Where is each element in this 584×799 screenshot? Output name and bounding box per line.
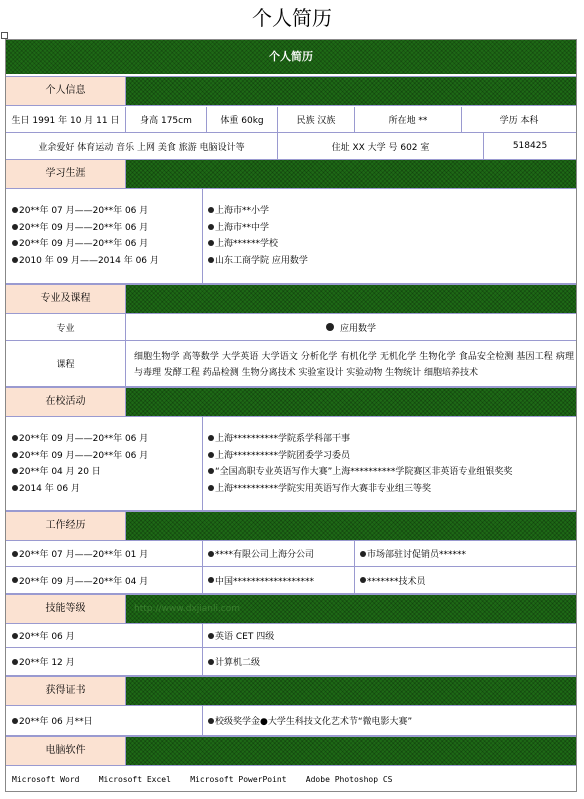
bullet-icon bbox=[12, 257, 18, 263]
list-item: 上海**********学院实用英语写作大赛非专业组三等奖 bbox=[208, 481, 512, 498]
section-label-personal: 个人信息 bbox=[6, 77, 126, 105]
section-bar-study bbox=[126, 160, 576, 188]
birth-field: 生日 1991 年 10 月 11 日 bbox=[11, 116, 120, 126]
major-value: 应用数学 bbox=[126, 314, 576, 340]
bullet-icon bbox=[208, 452, 214, 458]
weight-field: 体重 60kg bbox=[220, 116, 264, 126]
list-item: 20**年 04 月 20 日 bbox=[12, 464, 148, 481]
work-role: *******技术员 bbox=[360, 567, 574, 593]
work-date: 20**年 07 月——20**年 01 月 bbox=[12, 541, 202, 566]
bullet-icon bbox=[208, 551, 214, 557]
list-item: 上海**********学院系学科部干事 bbox=[208, 431, 512, 448]
bullet-icon bbox=[12, 240, 18, 246]
table-move-handle[interactable] bbox=[1, 32, 8, 39]
cert-date: 20**年 06 月**日 bbox=[12, 706, 202, 735]
campus-item-list bbox=[208, 431, 512, 497]
section-header-campus bbox=[6, 387, 576, 417]
campus-block bbox=[6, 417, 576, 511]
section-header-certs bbox=[6, 676, 576, 706]
watermark-text: http://www.dxjianli.com bbox=[134, 604, 241, 614]
bullet-icon bbox=[208, 718, 214, 724]
bullet-icon bbox=[208, 577, 214, 583]
bullet-icon bbox=[208, 240, 214, 246]
skill-row bbox=[6, 648, 576, 676]
work-company: 中国****************** bbox=[208, 567, 353, 593]
section-bar-skills bbox=[126, 595, 576, 623]
work-date: 20**年 09 月——20**年 04 月 bbox=[12, 567, 202, 593]
list-item: 上海市**小学 bbox=[208, 203, 308, 220]
skill-item: 英语 CET 四级 bbox=[208, 624, 568, 647]
bullet-icon bbox=[12, 551, 18, 557]
list-item: 上海**********学院团委学习委员 bbox=[208, 448, 512, 465]
list-item: 2014 年 06 月 bbox=[12, 481, 148, 498]
cert-item: 校级奖学金●大学生科技文化艺术节“微电影大赛” bbox=[208, 706, 574, 735]
major-label: 专业 bbox=[56, 323, 75, 334]
cert-row bbox=[6, 706, 576, 736]
courses-label: 课程 bbox=[56, 360, 75, 370]
campus-date-list bbox=[12, 431, 148, 497]
section-header-software bbox=[6, 736, 576, 766]
list-item: 山东工商学院 应用数学 bbox=[208, 253, 308, 270]
bullet-icon bbox=[208, 207, 214, 213]
section-label-work: 工作经历 bbox=[6, 512, 126, 540]
work-company: ****有限公司上海分公司 bbox=[208, 541, 353, 566]
bullet-icon bbox=[12, 468, 18, 474]
bullet-icon bbox=[208, 257, 214, 263]
bullet-icon bbox=[208, 485, 214, 491]
section-header-study bbox=[6, 159, 576, 189]
work-row bbox=[6, 567, 576, 594]
section-header-major bbox=[6, 284, 576, 314]
courses-row bbox=[6, 341, 576, 387]
list-item: 上海市**中学 bbox=[208, 220, 308, 237]
section-label-skills: 技能等级 bbox=[6, 595, 126, 623]
page-title: 个人简历 bbox=[252, 6, 332, 30]
bullet-icon bbox=[12, 485, 18, 491]
study-school-list bbox=[208, 203, 308, 269]
bullet-icon bbox=[12, 659, 18, 665]
personal-row-2 bbox=[6, 133, 576, 160]
study-block bbox=[6, 189, 576, 284]
study-date-list bbox=[12, 203, 159, 269]
section-header-personal bbox=[6, 76, 576, 106]
software-list: Microsoft Word Microsoft Excel Microsoft PowerPoint Adobe Photoshop CS bbox=[12, 774, 393, 784]
bullet-icon bbox=[208, 633, 214, 639]
bullet-icon bbox=[360, 551, 366, 557]
bullet-icon bbox=[208, 659, 214, 665]
location-field: 所在地 ** bbox=[388, 116, 428, 126]
software-row bbox=[6, 766, 576, 792]
ethnicity-field: 民族 汉族 bbox=[296, 116, 336, 126]
work-row bbox=[6, 541, 576, 567]
hobbies-field: 业余爱好 体育运动 音乐 上网 美食 旅游 电脑设计等 bbox=[38, 142, 245, 153]
section-label-software: 电脑软件 bbox=[6, 737, 126, 765]
section-header-work bbox=[6, 511, 576, 541]
bullet-icon bbox=[208, 435, 214, 441]
major-row bbox=[6, 314, 576, 341]
courses-text: 细胞生物学 高等数学 大学英语 大学语文 分析化学 有机化学 无机化学 生物化学 食品安全检测 基因工程 病理与毒理 发酵工程 药品检测 生物分离技术 实验室设计 实验动物 生物统计 细胞培养技术 bbox=[134, 352, 574, 378]
list-item: 20**年 09 月——20**年 06 月 bbox=[12, 448, 148, 465]
bullet-icon bbox=[360, 577, 366, 583]
section-bar-work bbox=[126, 512, 576, 540]
section-label-campus: 在校活动 bbox=[6, 388, 126, 416]
postcode-field: 518425 bbox=[512, 141, 548, 151]
section-bar-major bbox=[126, 285, 576, 313]
bullet-icon bbox=[208, 468, 214, 474]
list-item: 2010 年 09 月——2014 年 06 月 bbox=[12, 253, 159, 270]
section-bar-campus bbox=[126, 388, 576, 416]
list-item: 20**年 09 月——20**年 06 月 bbox=[12, 236, 159, 253]
bullet-icon bbox=[12, 224, 18, 230]
section-label-major: 专业及课程 bbox=[6, 285, 126, 313]
bullet-icon bbox=[12, 633, 18, 639]
section-bar-personal bbox=[126, 77, 576, 105]
section-label-certs: 获得证书 bbox=[6, 677, 126, 705]
bullet-icon bbox=[326, 323, 334, 331]
list-item: “全国高职专业英语写作大赛”上海**********学院赛区非英语专业组银奖奖 bbox=[208, 464, 512, 481]
address-field: 住址 XX 大学 号 602 室 bbox=[331, 142, 430, 153]
list-item: 20**年 09 月——20**年 06 月 bbox=[12, 431, 148, 448]
bullet-icon bbox=[208, 224, 214, 230]
bullet-icon bbox=[12, 452, 18, 458]
list-item: 20**年 09 月——20**年 06 月 bbox=[12, 220, 159, 237]
education-field: 学历 本科 bbox=[499, 116, 539, 126]
personal-row-1 bbox=[6, 107, 576, 133]
section-label-study: 学习生涯 bbox=[6, 160, 126, 188]
height-field: 身高 175cm bbox=[140, 116, 192, 126]
bullet-icon bbox=[12, 435, 18, 441]
skill-item: 计算机二级 bbox=[208, 648, 568, 675]
work-role: 市场部驻讨促销员****** bbox=[360, 541, 574, 566]
bullet-icon bbox=[12, 577, 18, 583]
section-bar-software bbox=[126, 737, 576, 765]
resume-table bbox=[5, 39, 577, 792]
section-header-skills bbox=[6, 594, 576, 624]
section-bar-certs bbox=[126, 677, 576, 705]
list-item: 20**年 07 月——20**年 06 月 bbox=[12, 203, 159, 220]
skill-date: 20**年 06 月 bbox=[12, 624, 202, 647]
list-item: 上海******学校 bbox=[208, 236, 308, 253]
resume-banner: 个人简历 bbox=[6, 40, 576, 74]
skill-row bbox=[6, 624, 576, 648]
bullet-icon bbox=[12, 207, 18, 213]
skill-date: 20**年 12 月 bbox=[12, 648, 202, 675]
bullet-icon bbox=[12, 718, 18, 724]
